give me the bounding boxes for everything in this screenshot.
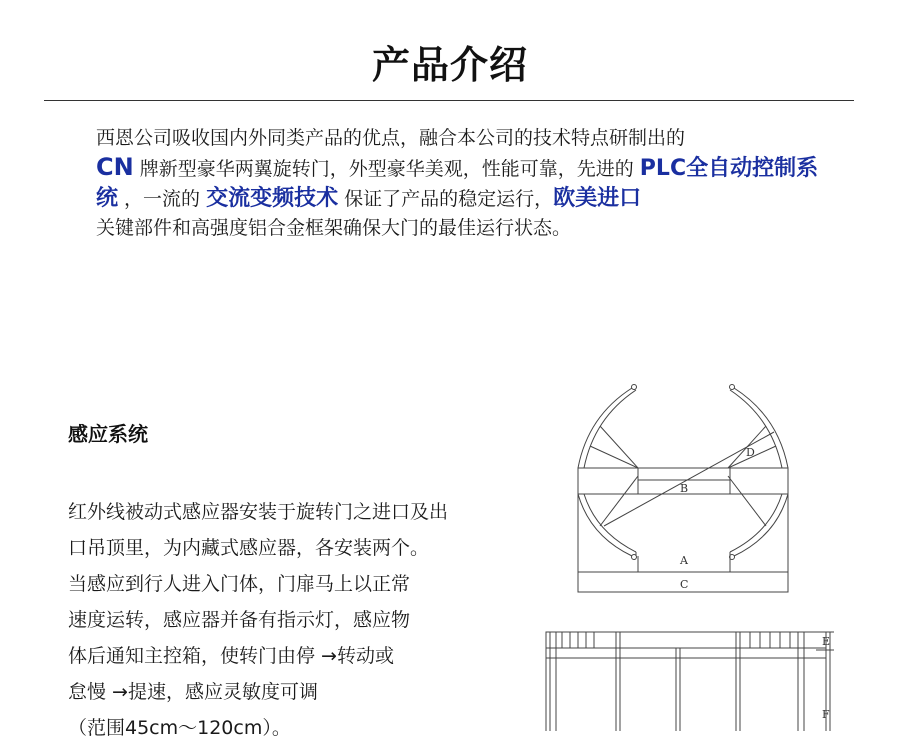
sensor-heading: 感应系统	[68, 422, 148, 446]
page-title: 产品介绍	[371, 43, 528, 87]
intro-paragraph	[96, 124, 826, 243]
highlight-import: 欧美进口	[553, 186, 642, 211]
sensor-line: 速度运转，感应器并备有指示灯，感应物	[68, 609, 411, 631]
intro-text-2: 牌新型豪华两翼旋转门，外型豪华美观，性能可靠，先进的	[133, 158, 640, 180]
intro-text-1: 西恩公司吸收国内外同类产品的优点，融合本公司的技术特点研制出的	[96, 127, 686, 149]
intro-text-3: ，一流的	[118, 188, 207, 210]
plan-label-a: A	[680, 554, 688, 567]
door-plan-diagram	[560, 376, 810, 598]
sensor-line: （范围45cm～120cm）。	[68, 717, 291, 739]
plan-label-b: B	[680, 482, 689, 495]
title-divider	[44, 100, 854, 101]
highlight-plc: PLC全自动控制系统	[96, 156, 819, 211]
highlight-inverter: 交流变频技术	[206, 186, 339, 211]
sensor-description	[68, 494, 488, 746]
intro-text-4: 保证了产品的稳定运行，	[338, 188, 554, 210]
sensor-line: 口吊顶里，为内藏式感应器，各安装两个。	[68, 537, 430, 559]
plan-label-d: D	[746, 446, 755, 459]
sensor-line: 红外线被动式感应器安装于旋转门之进口及出	[68, 501, 449, 523]
plan-label-c: C	[680, 578, 689, 591]
sensor-line: 当感应到行人进入门体，门扉马上以正常	[68, 573, 411, 595]
intro-text-5: 关键部件和高强度铝合金框架确保大门的最佳运行状态。	[96, 217, 572, 239]
sensor-line: 怠慢 →提速，感应灵敏度可调	[68, 681, 318, 703]
elev-label-f: F	[822, 708, 830, 721]
elev-label-e: E	[822, 635, 831, 648]
highlight-cn: CN	[96, 153, 134, 181]
door-elevation-diagram	[536, 628, 836, 731]
sensor-line: 体后通知主控箱，使转门由停 →转动或	[68, 645, 394, 667]
